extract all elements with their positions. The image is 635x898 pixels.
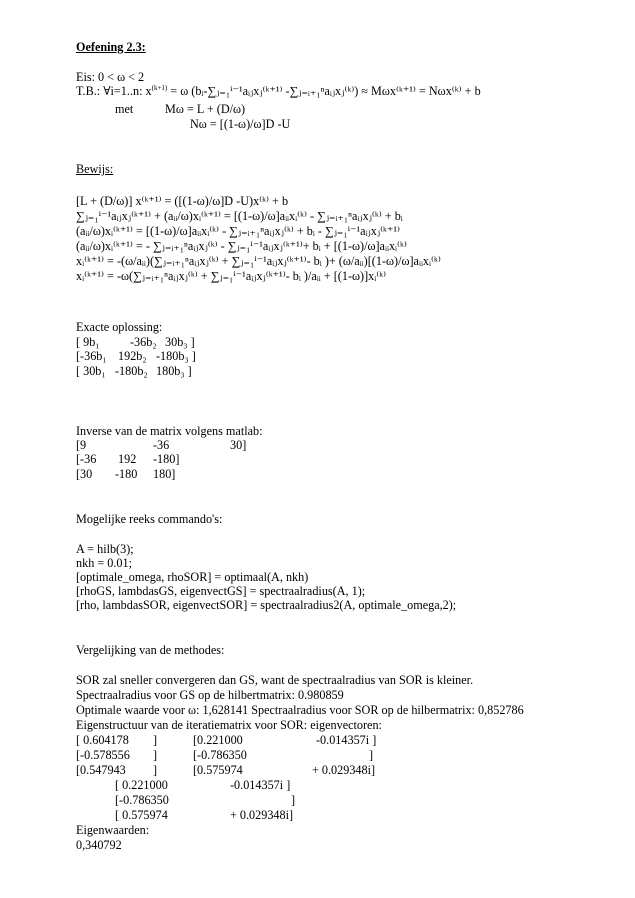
command-line: A = hilb(3); — [76, 542, 134, 556]
matrix-cell: -180b₂ — [115, 364, 148, 378]
comparison-heading: Vergelijking van de methodes: — [76, 643, 225, 657]
eigenvector-cell: -0.014357i ] — [230, 778, 291, 792]
exercise-title: Oefening 2.3: — [76, 40, 146, 54]
tb-rest: = ω (bᵢ-∑ⱼ₌₁ⁱ⁻¹aᵢⱼxⱼ⁽ᵏ⁺¹⁾ -∑ⱼ₌ᵢ₊₁ⁿaᵢⱼxⱼ⁽ᵏ⁾) ≈ Mωx⁽ᵏ⁺¹⁾ = Nωx⁽ᵏ⁾ + b — [167, 84, 481, 98]
matrix-cell: -180b₃ ] — [156, 349, 196, 363]
m-omega-line: Mω = L + (D/ω) — [165, 102, 246, 116]
matrix-cell: [-36b₁ — [76, 349, 107, 363]
eigenvalues-label: Eigenwaarden: — [76, 823, 150, 837]
exact-solution-heading: Exacte oplossing: — [76, 320, 163, 334]
eigenvector-cell: [ 0.221000 — [115, 778, 168, 792]
command-line: [rho, lambdasSOR, eigenvectSOR] = spectraalradius2(A, optimale_omega,2); — [76, 598, 457, 612]
matrix-cell: -180] — [153, 452, 180, 466]
eigenvector-cell: [ 0.604178 — [76, 733, 129, 747]
met-label: met — [115, 102, 134, 116]
tb-sup: (k+1) — [151, 83, 168, 92]
matrix-cell: -36 — [153, 438, 170, 452]
eigenvector-cell: ] — [153, 763, 158, 777]
eigenvector-cell: [0.221000 — [193, 733, 243, 747]
commands-heading: Mogelijke reeks commando's: — [76, 512, 223, 526]
proof-heading: Bewijs: — [76, 162, 114, 176]
matrix-cell: [-36 — [76, 452, 97, 466]
comparison-line: Eigenstructuur van de iteratiematrix voor SOR: eigenvectoren: — [76, 718, 382, 732]
matrix-cell: [ 30b₁ — [76, 364, 106, 378]
command-line: nkh = 0.01; — [76, 556, 132, 570]
matrix-cell: [30 — [76, 467, 93, 481]
matrix-cell: -36b₂ — [130, 335, 157, 349]
eigenvector-cell: [-0.786350 — [115, 793, 169, 807]
tb-prefix: T.B.: ∀i=1..n: x — [76, 84, 152, 98]
proof-line: xᵢ⁽ᵏ⁺¹⁾ = -(ω/aᵢᵢ)(∑ⱼ₌ᵢ₊₁ⁿaᵢⱼxⱼ⁽ᵏ⁾ + ∑ⱼ₌₁ⁱ⁻¹aᵢⱼxⱼ⁽ᵏ⁺¹⁾- bᵢ )+ (ω/aᵢᵢ)[(1-ω)/ω]aᵢᵢxᵢ⁽ᵏ⁾ — [76, 254, 441, 268]
eigenvector-cell: + 0.029348i] — [312, 763, 376, 777]
inverse-heading: Inverse van de matrix volgens matlab: — [76, 424, 263, 438]
eigenvector-cell: ] — [291, 793, 296, 807]
matrix-cell: 180] — [153, 467, 176, 481]
matrix-cell: 192b₂ — [118, 349, 147, 363]
comparison-line: Spectraalradius voor GS op de hilbertmatrix: 0.980859 — [76, 688, 344, 702]
proof-line: (aᵢᵢ/ω)xᵢ⁽ᵏ⁺¹⁾ = - ∑ⱼ₌ᵢ₊₁ⁿaᵢⱼxⱼ⁽ᵏ⁾ - ∑ⱼ₌₁ⁱ⁻¹aᵢⱼxⱼ⁽ᵏ⁺¹⁾+ bᵢ + [(1-ω)/ω]aᵢᵢxᵢ⁽ᵏ⁾ — [76, 239, 407, 253]
eigenvector-cell: ] — [153, 733, 158, 747]
proof-line: (aᵢᵢ/ω)xᵢ⁽ᵏ⁺¹⁾ = [(1-ω)/ω]aᵢᵢxᵢ⁽ᵏ⁾ - ∑ⱼ₌ᵢ₊₁ⁿaᵢⱼxⱼ⁽ᵏ⁾ + bᵢ - ∑ⱼ₌₁ⁱ⁻¹aᵢⱼxⱼ⁽ᵏ⁺¹⁾ — [76, 224, 400, 238]
eigenvalue-value: 0,340792 — [76, 838, 122, 852]
proof-line: [L + (D/ω)] x⁽ᵏ⁺¹⁾ = ([(1-ω)/ω]D -U)x⁽ᵏ⁾ + b — [76, 194, 289, 208]
matrix-cell: [9 — [76, 438, 87, 452]
requirement-line: Eis: 0 < ω < 2 — [76, 70, 145, 84]
eigenvector-cell: [-0.578556 — [76, 748, 130, 762]
matrix-cell: 30b₃ ] — [165, 335, 195, 349]
eigenvector-cell: [0.547943 — [76, 763, 126, 777]
command-line: [rhoGS, lambdasGS, eigenvectGS] = spectraalradius(A, 1); — [76, 584, 366, 598]
matrix-cell: -180 — [115, 467, 138, 481]
tb-line — [76, 84, 481, 98]
eigenvector-cell: ] — [153, 748, 158, 762]
eigenvector-cell: -0.014357i ] — [316, 733, 377, 747]
comparison-line: SOR zal sneller convergeren dan GS, want de spectraalradius van SOR is kleiner. — [76, 673, 474, 687]
eigenvector-cell: + 0.029348i] — [230, 808, 294, 822]
eigenvector-cell: [-0.786350 — [193, 748, 247, 762]
n-omega-line: Nω = [(1-ω)/ω]D -U — [190, 117, 291, 131]
matrix-cell: 30] — [230, 438, 247, 452]
comparison-line: Optimale waarde voor ω: 1,628141 Spectraalradius voor SOR op de hilbermatrix: 0,852786 — [76, 703, 524, 717]
command-line: [optimale_omega, rhoSOR] = optimaal(A, nkh) — [76, 570, 309, 584]
matrix-cell: 192 — [118, 452, 137, 466]
proof-line: ∑ⱼ₌₁ⁱ⁻¹aᵢⱼxⱼ⁽ᵏ⁺¹⁾ + (aᵢᵢ/ω)xᵢ⁽ᵏ⁺¹⁾ = [(1-ω)/ω]aᵢᵢxᵢ⁽ᵏ⁾ - ∑ⱼ₌ᵢ₊₁ⁿaᵢⱼxⱼ⁽ᵏ⁾ + bᵢ — [76, 209, 403, 223]
proof-line: xᵢ⁽ᵏ⁺¹⁾ = -ω(∑ⱼ₌ᵢ₊₁ⁿaᵢⱼxⱼ⁽ᵏ⁾ + ∑ⱼ₌₁ⁱ⁻¹aᵢⱼxⱼ⁽ᵏ⁺¹⁾- bᵢ )/aᵢᵢ + [(1-ω)]xᵢ⁽ᵏ⁾ — [76, 269, 387, 283]
matrix-cell: 180b₃ ] — [156, 364, 192, 378]
eigenvector-cell: [0.575974 — [193, 763, 243, 777]
matrix-cell: [ 9b₁ — [76, 335, 100, 349]
eigenvector-cell: ] — [369, 748, 374, 762]
eigenvector-cell: [ 0.575974 — [115, 808, 168, 822]
